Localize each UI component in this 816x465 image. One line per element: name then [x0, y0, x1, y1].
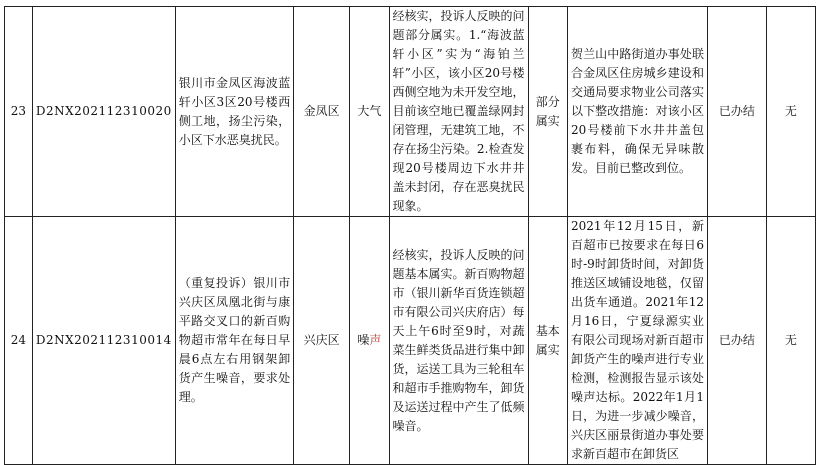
pollution-type: 大气 [350, 7, 389, 217]
accountability: 无 [766, 7, 815, 217]
row-number: 24 [5, 217, 33, 465]
table-row [5, 7, 816, 217]
verification-result: 经核实，投诉人反映的问题部分属实。1.“海波蓝轩小区”实为“海铂兰轩”小区，该小区20号楼西侧空地为未开发空地，目前该空地已覆盖绿网封闭管理，无建筑工地，不存在扬尘污染。2.检查发现20号楼周边下水井井盖未封闭，存在恶臭扰民现象。 [389, 7, 528, 217]
district: 金凤区 [294, 7, 350, 217]
truth-status: 基本属实 [528, 217, 567, 465]
pollution-type [350, 217, 389, 465]
handling-status: 已办结 [707, 7, 766, 217]
row-number: 23 [5, 7, 33, 217]
complaint-table [4, 6, 816, 465]
complaint-content: 银川市金凤区海波蓝轩小区3区20号楼西侧工地，扬尘污染，小区下水恶臭扰民。 [175, 7, 293, 217]
rectification-measures: 贺兰山中路街道办事处联合金凤区住房城乡建设和交通局要求物业公司落实以下整改措施：对该小区20号楼前下水井井盖包裹布料，确保无异味散发。目前已整改到位。 [567, 7, 707, 217]
case-code: D2NX202112310014 [32, 217, 175, 465]
pollution-type-part: 噪 [357, 333, 370, 347]
table-row [5, 217, 816, 465]
pollution-type-part-highlight: 声 [369, 333, 382, 347]
verification-result: 经核实，投诉人反映的问题基本属实。新百购物超市（银川新华百货连锁超市有限公司兴庆府店）每天上午6时至9时，对蔬菜生鲜类货品进行集中卸货，运送工具为三轮租车和超市手推购物车，卸货及运送过程中产生了低频噪音。 [389, 217, 528, 465]
complaint-content: （重复投诉）银川市兴庆区凤凰北街与康平路交叉口的新百购物超市常年在每日早晨6点左右用钢架卸货产生噪音，要求处理。 [175, 217, 293, 465]
rectification-measures: 2021年12月15日，新百超市已按要求在每日6时-9时卸货时间，对卸货推送区域铺设地毯，仅留出货车通道。2021年12月16日，宁夏绿源实业有限公司现场对新百超市卸货产生的噪声进行专业检测，检测报告显示该处噪声达标。2022年1月1日，为进一步减少噪音，兴庆区丽景街道办事处要求新百超市在卸货区 [567, 217, 707, 465]
handling-status: 已办结 [707, 217, 766, 465]
accountability: 无 [766, 217, 815, 465]
truth-status: 部分属实 [528, 7, 567, 217]
case-code: D2NX202112310020 [32, 7, 175, 217]
district: 兴庆区 [294, 217, 350, 465]
